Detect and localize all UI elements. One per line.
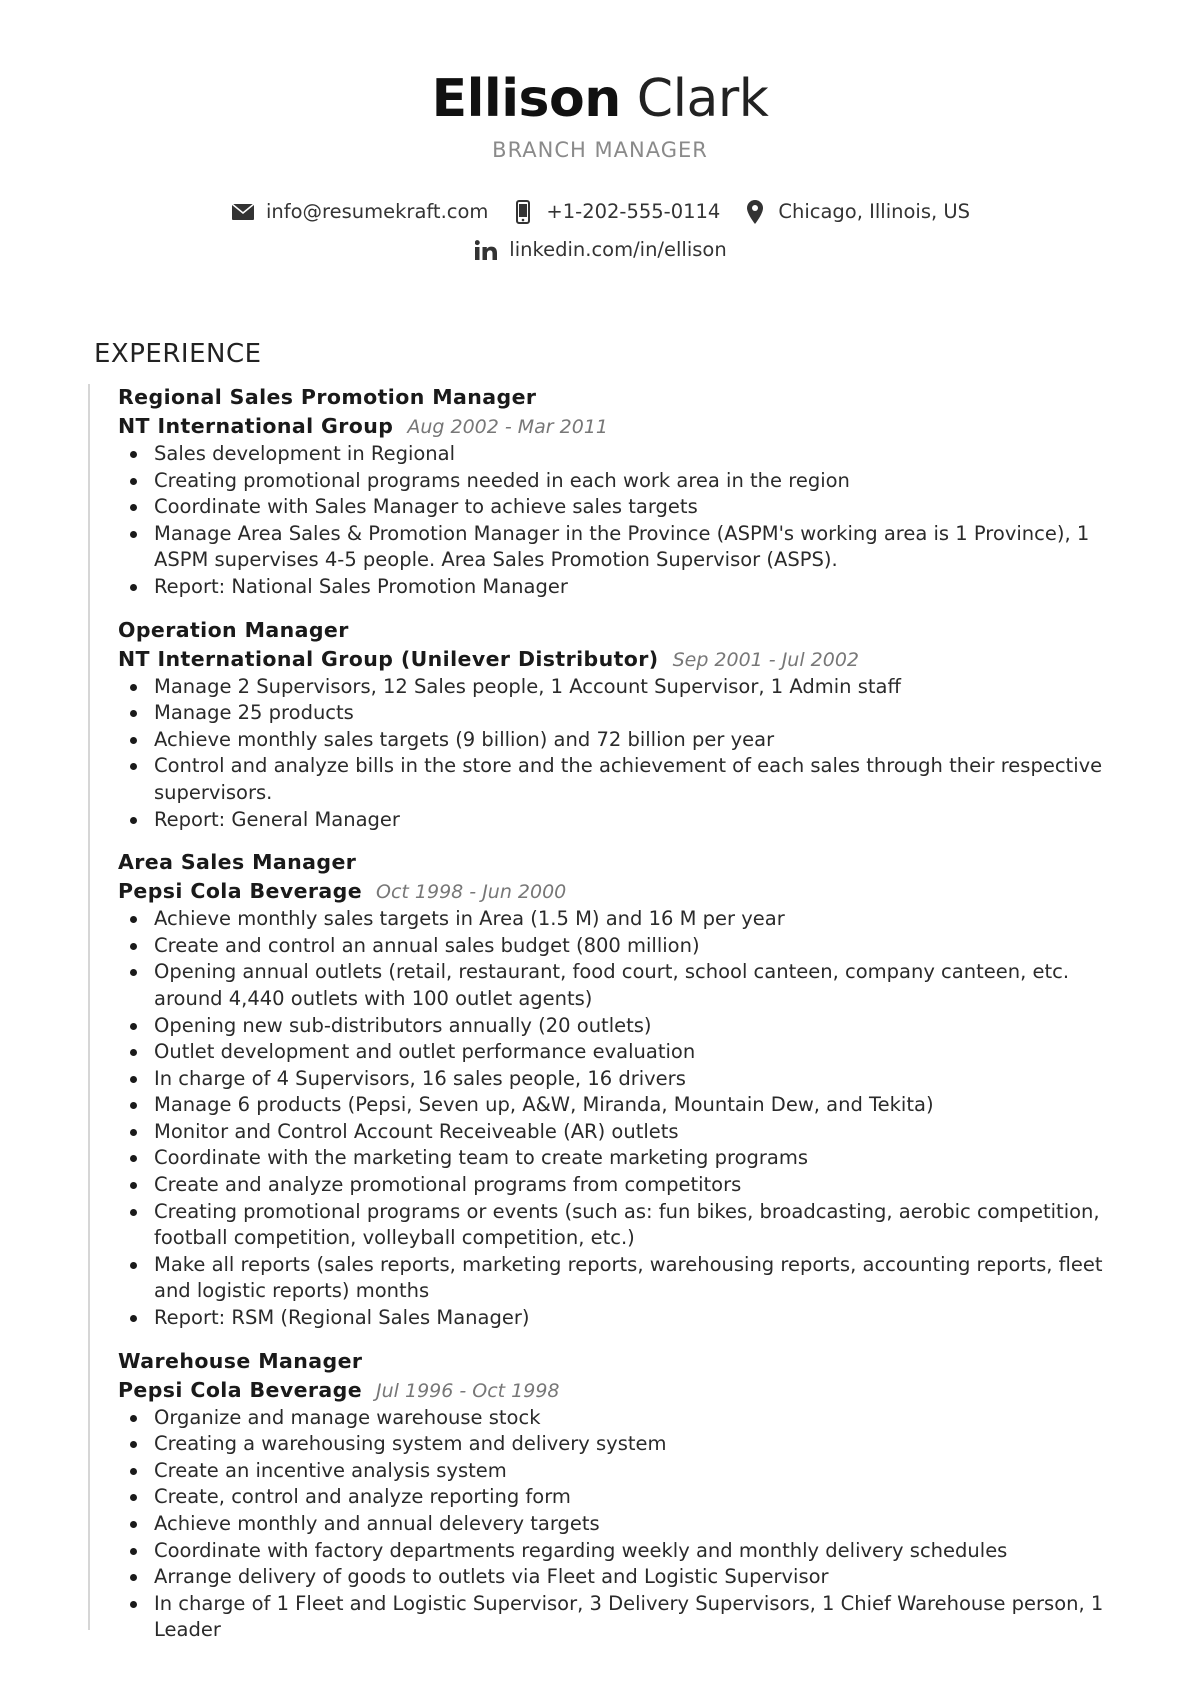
list-item: Creating a warehousing system and delivery system bbox=[118, 1431, 1128, 1458]
list-item: Create and control an annual sales budget (800 million) bbox=[118, 933, 1128, 960]
timeline-divider bbox=[88, 384, 90, 1630]
list-item: Organize and manage warehouse stock bbox=[118, 1405, 1128, 1432]
linkedin-text[interactable]: linkedin.com/in/ellison bbox=[509, 238, 727, 261]
job-position: Warehouse Manager bbox=[118, 1348, 363, 1373]
phone-text: +1-202-555-0114 bbox=[546, 200, 721, 223]
list-item: Manage 6 products (Pepsi, Seven up, A&W, Miranda, Mountain Dew, and Tekita) bbox=[118, 1092, 1128, 1119]
job-title-heading: BRANCH MANAGER bbox=[492, 138, 708, 162]
list-item: Outlet development and outlet performance evaluation bbox=[118, 1039, 1128, 1066]
list-item: Coordinate with Sales Manager to achieve sales targets bbox=[118, 494, 1128, 521]
list-item: Create, control and analyze reporting form bbox=[118, 1484, 1128, 1511]
job-entry bbox=[118, 382, 1128, 601]
list-item: Arrange delivery of goods to outlets via Fleet and Logistic Supervisor bbox=[118, 1564, 1128, 1591]
job-bullets bbox=[118, 1405, 1128, 1644]
list-item: Achieve monthly sales targets (9 billion) and 72 billion per year bbox=[118, 727, 1128, 754]
company-name: Pepsi Cola Beverage bbox=[118, 1377, 363, 1402]
first-name: Ellison bbox=[431, 69, 621, 129]
job-entry bbox=[118, 615, 1128, 834]
candidate-name bbox=[0, 64, 1200, 134]
company-name: NT International Group bbox=[118, 414, 394, 438]
list-item: Create and analyze promotional programs from competitors bbox=[118, 1172, 1128, 1199]
location-text: Chicago, Illinois, US bbox=[778, 200, 971, 223]
mobile-phone-icon bbox=[510, 199, 536, 225]
job-position: Area Sales Manager bbox=[118, 850, 357, 875]
company-name: NT International Group (Unilever Distributor) bbox=[118, 646, 659, 671]
envelope-icon bbox=[230, 199, 256, 225]
linkedin-icon bbox=[473, 237, 499, 263]
experience-list bbox=[118, 382, 1128, 1658]
job-meta bbox=[118, 645, 1128, 674]
list-item: Opening annual outlets (retail, restaurant, food court, school canteen, company canteen, etc. around 4,440 outlets with 100 outlet agents) bbox=[118, 959, 1128, 1012]
contact-linkedin bbox=[473, 236, 726, 264]
job-bullets bbox=[118, 906, 1128, 1332]
job-dates: Aug 2002 - Mar 2011 bbox=[407, 416, 609, 438]
job-dates: Oct 1998 - Jun 2000 bbox=[376, 881, 567, 904]
contact-row bbox=[0, 198, 1200, 226]
list-item: Monitor and Control Account Receiveable (AR) outlets bbox=[118, 1119, 1128, 1146]
list-item: Creating promotional programs or events (such as: fun bikes, broadcasting, aerobic competition, football competition, volleyball competition, etc.) bbox=[118, 1199, 1128, 1252]
list-item: In charge of 1 Fleet and Logistic Supervisor, 3 Delivery Supervisors, 1 Chief Warehouse person, 1 Leader bbox=[118, 1591, 1128, 1644]
contact-email bbox=[230, 198, 488, 226]
contact-row-social bbox=[0, 236, 1200, 264]
job-bullets bbox=[118, 674, 1128, 834]
list-item: Manage Area Sales & Promotion Manager in the Province (ASPM's working area is 1 Province), 1 ASPM supervises 4-5 people. Area Sales Promotion Supervisor (ASPS). bbox=[118, 521, 1128, 574]
list-item: Creating promotional programs needed in each work area in the region bbox=[118, 468, 1128, 495]
job-position: Regional Sales Promotion Manager bbox=[118, 385, 537, 409]
job-meta bbox=[118, 877, 1128, 906]
list-item: Report: RSM (Regional Sales Manager) bbox=[118, 1305, 1128, 1332]
list-item: Opening new sub-distributors annually (20 outlets) bbox=[118, 1013, 1128, 1040]
job-meta bbox=[118, 1376, 1128, 1405]
list-item: Control and analyze bills in the store and the achievement of each sales through their respective supervisors. bbox=[118, 753, 1128, 806]
list-item: Manage 25 products bbox=[118, 700, 1128, 727]
contact-location bbox=[742, 198, 970, 226]
list-item: Make all reports (sales reports, marketing reports, warehousing reports, accounting reports, fleet and logistic reports) months bbox=[118, 1252, 1128, 1305]
contact-phone bbox=[510, 198, 720, 226]
list-item: Report: National Sales Promotion Manager bbox=[118, 574, 1128, 601]
email-text[interactable]: info@resumekraft.com bbox=[265, 200, 489, 223]
job-bullets bbox=[118, 441, 1128, 601]
experience-heading: EXPERIENCE bbox=[94, 339, 262, 369]
company-name: Pepsi Cola Beverage bbox=[118, 879, 363, 904]
job-position: Operation Manager bbox=[118, 617, 349, 642]
list-item: Coordinate with factory departments regarding weekly and monthly delivery schedules bbox=[118, 1538, 1128, 1565]
list-item: Sales development in Regional bbox=[118, 441, 1128, 468]
job-dates: Jul 1996 - Oct 1998 bbox=[376, 1379, 560, 1402]
list-item: Achieve monthly and annual delevery targets bbox=[118, 1511, 1128, 1538]
list-item: Create an incentive analysis system bbox=[118, 1458, 1128, 1485]
list-item: Report: General Manager bbox=[118, 807, 1128, 834]
last-name: Clark bbox=[636, 69, 769, 129]
job-entry bbox=[118, 1346, 1128, 1644]
list-item: In charge of 4 Supervisors, 16 sales people, 16 drivers bbox=[118, 1066, 1128, 1093]
list-item: Manage 2 Supervisors, 12 Sales people, 1 Account Supervisor, 1 Admin staff bbox=[118, 674, 1128, 701]
job-dates: Sep 2001 - Jul 2002 bbox=[672, 648, 860, 671]
map-pin-icon bbox=[742, 199, 768, 225]
list-item: Achieve monthly sales targets in Area (1.5 M) and 16 M per year bbox=[118, 906, 1128, 933]
job-meta bbox=[118, 412, 1128, 441]
list-item: Coordinate with the marketing team to create marketing programs bbox=[118, 1145, 1128, 1172]
job-entry bbox=[118, 847, 1128, 1332]
